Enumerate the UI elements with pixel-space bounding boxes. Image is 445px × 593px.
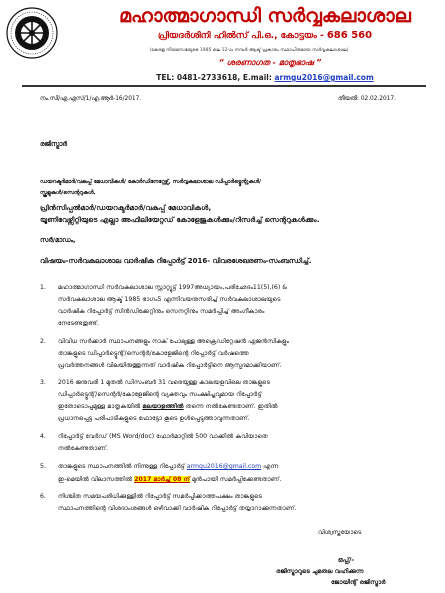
signature-mark: ഒപ്പ്/- — [338, 556, 355, 564]
university-name: മഹാത്മാഗാന്ധി സർവ്വകലാശാല — [119, 5, 411, 27]
deadline-highlight: 2017 മാർച്ച് 08 ന് — [134, 476, 190, 483]
paragraph-number: 3. — [40, 379, 46, 386]
paragraph-line: പ്രധാനപ്പെട്ട പരിപാടികളുടെ ഫോട്ടോ കൂടെ ഉൾപ്പെടുത്താവുന്നതാണ്. — [58, 415, 250, 422]
addressee-line: ഡയറക്ടർമാർ/വകുപ്പ് മേധാവികൾ/ കോർഡിനേറ്റേഴ്സ്, സർവ്വകലാശാല ഡിപ്പാർട്ട്മെന്റുകൾ/ — [40, 179, 262, 185]
contact-email-link[interactable]: armgu2016@gmail.com — [274, 73, 374, 82]
paragraph-line: സ്ഥാപനത്തിന്റെ വിശദാംശങ്ങൾ ഒഴിവാക്കി വാർഷിക റിപ്പോർട്ട് തയ്യാറാക്കുന്നതാണ്. — [58, 505, 297, 512]
reference-number: നം.സി/എ.എസ്/1/എ.ആർ-16/2017. — [40, 96, 142, 102]
paragraph-number: 5. — [40, 463, 46, 470]
paragraph-line: പ്രവർത്തനങ്ങൾ വിലയിരുത്തുന്നത് വാർഷിക റിപ്പോർട്ടിനെ ആസ്പദമാക്കിയാണ്. — [58, 362, 282, 369]
university-address — [120, 30, 410, 41]
subject-line: വിഷയം-സർവകലാശാല വാർഷിക റിപ്പോർട്ട് 2016- വിവരശേഖരണം-സംബന്ധിച്ച്. — [40, 257, 312, 265]
paragraph-line: ഡിപ്പാർട്ട്മെന്റ്/സെന്റർ/കോളേജിന്റെ വ്യക്തവും സംക്ഷിപ്തവുമായ റിപ്പോർട്ട് — [58, 391, 262, 398]
paragraph-text: എന്ന — [261, 463, 279, 470]
paragraph-line: നിശ്ചിത സമയപരിധിക്കുള്ളിൽ റിപ്പോർട്ട് സമർപ്പിക്കാത്തപക്ഷം താങ്കളുടെ — [58, 493, 262, 500]
paragraph-text: ഇതോടൊപ്പമുള്ള മാതൃകയിൽ — [58, 403, 143, 410]
establishment-note: (കേരള നിയമസഭയുടെ 1985 ലെ 12-ാം നമ്പർ ആക്ട് പ്രകാരം സ്ഥാപിതമായ സർവ്വകലാശാല) — [149, 48, 349, 53]
paragraph-text: മുൻപായി സമർപ്പിക്കേണ്ടതാണ്. — [189, 476, 282, 483]
university-seal-icon — [6, 7, 58, 59]
paragraph-line: നൽകേണ്ടതാണ്. — [58, 445, 108, 452]
signatory-designation: ജോയിന്റ് രജിസ്ട്രാർ — [331, 579, 386, 586]
emphasis-malayalam: മലയാളത്തിൽ — [142, 403, 184, 410]
paragraph-line — [58, 403, 418, 411]
paragraph-text: തന്നെ നൽകേണ്ടതാണ്. ഇതിൽ — [183, 403, 278, 410]
paragraph-line: റിപ്പോർട്ട് വേർഡ് (MS Word/doc) ഫോർമാറ്റിൽ 500 വാക്കിൽ കവിയാതെ — [58, 433, 268, 440]
from-registrar: രജിസ്ട്രാർ — [40, 140, 67, 148]
signatory-title: രജിസ്ട്രാറുടെ ചുമതല വഹിക്കുന്ന — [276, 568, 364, 575]
addressee-line: സ്കൂളുകൾ/സെന്ററുകൾ. — [40, 190, 96, 196]
addressee-line: യൂണിവേഴ്സിറ്റിയുടെ എല്ലാ അഫിലിയേറ്റഡ് കോളേജുകൾക്കും/റിസർച്ച് സെന്ററുകൾക്കും. — [40, 215, 320, 224]
paragraph-number: 2. — [40, 338, 46, 345]
paragraph-line — [58, 463, 418, 471]
header-divider — [22, 85, 426, 87]
salutation: സർ/മാഡം, — [40, 236, 76, 244]
paragraph-line — [58, 476, 418, 484]
paragraph-line: വാർഷിക റിപ്പോർട്ട് സിൻഡിക്കേറ്റിനും സെനറ്റിനും സമർപ്പിച്ച് അംഗീകാരം — [58, 308, 265, 315]
paragraph-number: 1. — [40, 284, 46, 291]
pin-code: 686 560 — [326, 30, 373, 41]
address-text: പ്രിയദർശിനി ഹിൽസ് പി.ഒ., കോട്ടയം - — [157, 31, 327, 41]
paragraph-text: ഇ-മെയിൽ വിലാസത്തിൽ — [58, 476, 135, 483]
paragraph-line: വിവിധ സർക്കാർ സ്ഥാപനങ്ങളും നാക് പോലുള്ള അക്രെഡിറ്റേഷൻ ഏജൻസികളും — [58, 338, 289, 345]
motto: “ ശരണാഗത - മാതൃഭാഷ ” — [218, 58, 322, 67]
letter-date: തീയതി: 02.02.2017. — [338, 96, 396, 102]
paragraph-line: നേടേണ്ടതുണ്ട്. — [58, 320, 99, 327]
paragraph-line: താങ്കളുടെ ഡിപ്പാർട്ട്മെന്റ്/സെന്റർ/കോളേജിന്റെ റിപ്പോർട്ട് വർഷത്തെ — [58, 350, 249, 357]
contact-prefix: TEL: 0481-2733618, E.mail: — [156, 73, 275, 82]
closing: വിശ്വസ്തയോടെ — [318, 529, 362, 536]
paragraph-number: 4. — [40, 433, 46, 440]
addressee-line: പ്രിൻസിപ്പൽമാർ/ഡയറക്ടർമാർ/വകുപ്പ് മേധാവികൾ, — [40, 203, 212, 212]
paragraph-text: താങ്കളുടെ സ്ഥാപനത്തിൽ നിന്നുള്ള റിപ്പോർട്ട് — [58, 463, 187, 470]
contact-line — [120, 73, 410, 82]
submission-email-link[interactable]: armgu2016@gmail.com — [186, 463, 262, 470]
paragraph-line: 2016 ജനുവരി 1 മുതൽ ഡിസംബർ 31 വരെയുള്ള കാലയളവിലെ താങ്കളുടെ — [58, 379, 270, 386]
paragraph-number: 6. — [40, 493, 46, 500]
paragraph-line: മഹാത്മാഗാന്ധി സർവകലാശാല സ്റ്റാറ്റ്യൂട്ട് 1997അധ്യായം,പരിഛേദം11(5),(6) & — [58, 284, 288, 291]
paragraph-line: സർവകലാശാല ആക്ട് 1985 ഭാഗം5 എന്നിവയനുസരിച്ച് സർവകലാശാലയുടെ — [58, 296, 281, 303]
